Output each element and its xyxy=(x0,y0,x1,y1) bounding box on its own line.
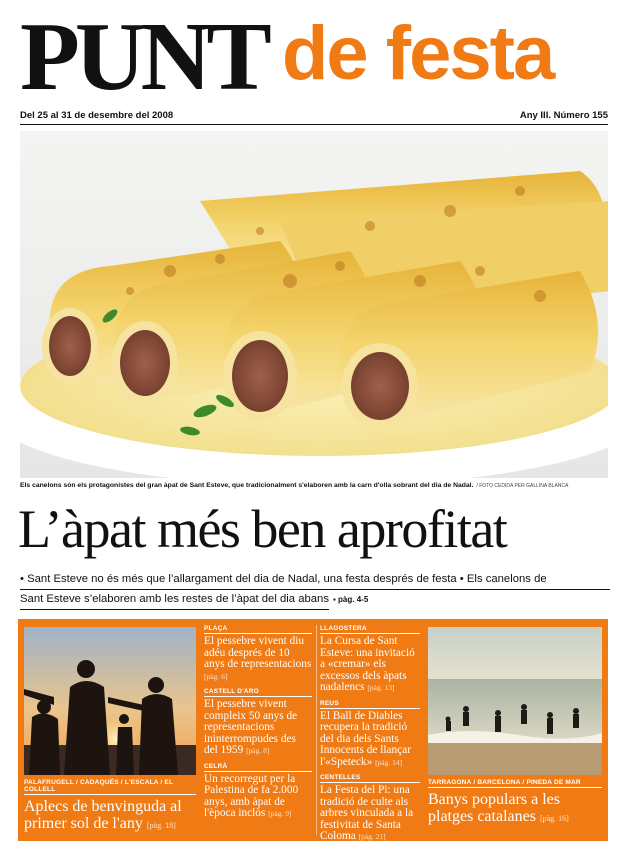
brief-text: La Festa del Pi: una tradició de culte als arbres vinculada a la festivitat de Santa Coloma xyxy=(320,784,414,842)
right-feature-text xyxy=(428,779,602,827)
right-feature-title xyxy=(428,791,602,827)
brief-kicker: REUS xyxy=(320,700,420,709)
cannelloni-illustration xyxy=(20,131,608,478)
deck-line-2: Sant Esteve s’elaboren amb les restes de l’àpat del dia abans xyxy=(20,590,329,610)
lead-photo-cannelloni xyxy=(20,131,608,478)
masthead-punt: PUNT xyxy=(20,3,267,111)
right-feature-photo xyxy=(428,627,602,775)
dateline xyxy=(20,110,608,121)
brief-kicker: CASTELL D'ARO xyxy=(204,688,312,697)
right-feature-title-text: Banys populars a les platges catalanes xyxy=(428,791,560,825)
brief-kicker: CELRÀ xyxy=(204,763,312,772)
right-briefs xyxy=(320,625,420,843)
brief-item[interactable] xyxy=(320,625,420,694)
brief-page: [pàg. 21] xyxy=(358,832,386,841)
brief-item[interactable] xyxy=(320,774,420,843)
brief-item[interactable] xyxy=(204,763,312,820)
left-feature-kicker: PALAFRUGELL / CADAQUÉS / L'ESCALA / EL COLLELL xyxy=(24,779,196,795)
masthead-rule xyxy=(20,124,608,125)
brief-item[interactable] xyxy=(204,625,312,682)
masthead xyxy=(20,3,610,111)
brief-text: El Ball de Diables recupera la tradició del dia dels Sants Innocents de llançar l'«Speteck» xyxy=(320,709,411,768)
brief-page: [pàg. 9] xyxy=(268,809,292,818)
brief-text: Un recorregut per la Palestina de fa 2.000 anys, amb àpat de l'època inclòs xyxy=(204,772,299,819)
brief-item[interactable] xyxy=(204,688,312,757)
brief-page: [pàg. 8] xyxy=(246,746,270,755)
middle-briefs xyxy=(204,625,312,820)
brief-kicker: CENTELLES xyxy=(320,774,420,783)
sunrise-crowd-photo xyxy=(24,627,196,775)
deck-page-ref-label: pàg. 4-5 xyxy=(338,595,369,604)
left-feature-photo xyxy=(24,627,196,775)
issue-number: Any III. Número 155 xyxy=(519,110,608,121)
brief-item[interactable] xyxy=(320,700,420,769)
brief-kicker: LLAGOSTERA xyxy=(320,625,420,634)
brief-page: [pàg. 14] xyxy=(375,757,403,767)
brief-text: La Cursa de Sant Esteve: una invitació a «cremar» els excessos dels àpats nadalencs xyxy=(320,635,415,693)
left-feature-page: [pàg. 18] xyxy=(146,821,176,830)
issue-dates: Del 25 al 31 de desembre del 2008 xyxy=(20,110,174,121)
photo-caption xyxy=(20,482,610,489)
beach-swimmers-photo xyxy=(428,627,602,775)
bottom-band xyxy=(18,619,608,841)
left-feature-title xyxy=(24,798,196,834)
brief-kicker: PLAÇA xyxy=(204,625,312,634)
brief-page: [pàg. 6] xyxy=(204,671,228,681)
right-feature-kicker: TARRAGONA / BARCELONA / PINEDA DE MAR xyxy=(428,779,602,788)
brief-page: [pàg. 13] xyxy=(367,683,395,692)
deck-page-ref[interactable]: ▪ pàg. 4-5 xyxy=(332,595,369,604)
brief-text: El pessebre vivent diu adéu després de 10 anys de representacions xyxy=(204,635,312,670)
main-headline: L’àpat més ben aprofitat xyxy=(18,499,507,559)
left-feature-text xyxy=(24,779,196,834)
headline-deck xyxy=(20,570,610,610)
right-feature-page: [pàg. 16] xyxy=(539,814,569,823)
brief-text: El pessebre vivent compleix 50 anys de representacions ininterrompudes des del 1959 xyxy=(204,698,298,756)
masthead-de-festa: de festa xyxy=(282,11,554,96)
deck-line-1: • Sant Esteve no és més que l’allargament del dia de Nadal, una festa després de festa • Els canelons de xyxy=(20,570,610,590)
left-feature-title-text: Aplecs de benvinguda al primer sol de l'any xyxy=(24,798,182,832)
column-divider xyxy=(316,625,317,835)
caption-text: Els canelons són els protagonistes del gran àpat de Sant Esteve, que tradicionalment s'elaboren amb la carn d'olla sobrant del dia de Nadal. xyxy=(20,482,474,489)
photo-credit: / FOTO CEDIDA PER GALLINA BLANCA xyxy=(476,483,569,489)
